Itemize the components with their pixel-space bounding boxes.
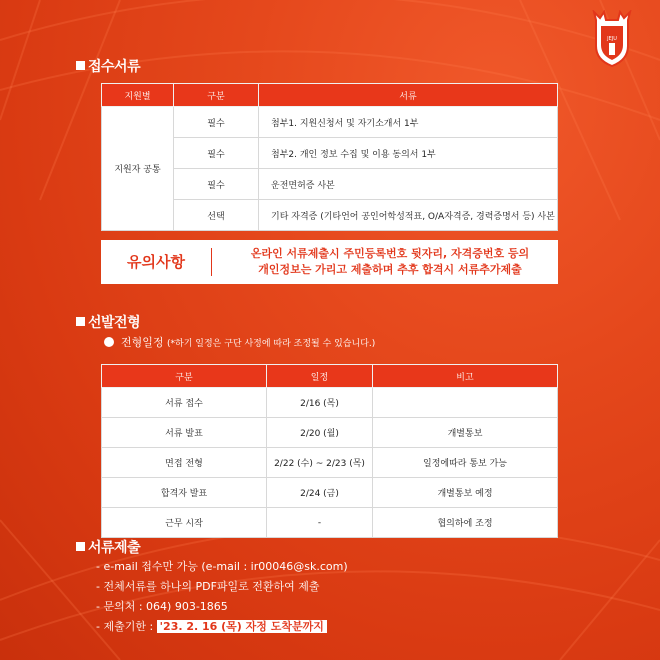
notice-text: 온라인 서류제출시 주민등록번호 뒷자리, 자격증번호 등의 개인정보는 가리고 제출하며 추후 합격시 서류추가제출 — [250, 247, 530, 276]
header-applicant: 지원별 — [102, 84, 174, 107]
schedule-table — [101, 364, 558, 538]
remarks-cell: 개별통보 — [373, 418, 558, 448]
deadline-highlight: '23. 2. 16 (목) 자정 도착분까지 — [157, 620, 327, 633]
section-title-selection: 선발전형 — [76, 312, 140, 332]
table-header-row — [102, 365, 558, 388]
applicant-group-cell: 지원자 공통 — [102, 107, 174, 231]
stage-cell: 서류 발표 — [102, 418, 267, 448]
stage-cell: 서류 접수 — [102, 388, 267, 418]
date-cell: 2/16 (목) — [267, 388, 373, 418]
list-item-deadline: - 제출기한 : '23. 2. 16 (목) 자정 도착분까지 — [96, 617, 348, 637]
table-row — [102, 448, 558, 478]
table-row — [102, 388, 558, 418]
remarks-cell: 협의하에 조정 — [373, 508, 558, 538]
list-item: - 전체서류를 하나의 PDF파일로 전환하여 제출 — [96, 580, 320, 593]
header-type: 구분 — [174, 84, 259, 107]
date-cell: 2/22 (수) ~ 2/23 (목) — [267, 448, 373, 478]
stage-cell: 면접 전형 — [102, 448, 267, 478]
notice-box — [101, 240, 558, 284]
list-item: - e-mail 접수만 가능 (e-mail : ir00046@sk.com) — [96, 560, 348, 573]
document-cell: 첨부1. 지원신청서 및 자기소개서 1부 — [259, 107, 558, 138]
table-row — [102, 478, 558, 508]
documents-table — [101, 83, 558, 231]
date-cell: 2/20 (월) — [267, 418, 373, 448]
circle-bullet-icon — [104, 337, 114, 347]
remarks-cell: 일정에따라 통보 가능 — [373, 448, 558, 478]
type-cell: 선택 — [174, 200, 259, 231]
schedule-bullet: 전형일정 (*하기 일정은 구단 사정에 따라 조정될 수 있습니다.) — [104, 334, 375, 350]
square-bullet-icon — [76, 61, 85, 70]
date-cell: 2/24 (금) — [267, 478, 373, 508]
square-bullet-icon — [76, 542, 85, 551]
notice-divider — [211, 248, 212, 276]
date-cell: - — [267, 508, 373, 538]
header-date: 일정 — [267, 365, 373, 388]
header-document: 서류 — [259, 84, 558, 107]
remarks-cell: 개별통보 예정 — [373, 478, 558, 508]
schedule-note: (*하기 일정은 구단 사정에 따라 조정될 수 있습니다.) — [167, 339, 376, 349]
document-cell: 첨부2. 개인 정보 수집 및 이용 동의서 1부 — [259, 138, 558, 169]
header-stage: 구분 — [102, 365, 267, 388]
stage-cell: 근무 시작 — [102, 508, 267, 538]
document-cell: 기타 자격증 (기타언어 공인어학성적표, O/A자격증, 경력증명서 등) 사본 — [259, 200, 558, 231]
notice-label: 유의사항 — [127, 253, 185, 271]
submission-list — [96, 557, 348, 637]
club-emblem-logo — [590, 10, 634, 68]
table-header-row — [102, 84, 558, 107]
document-cell: 운전면허증 사본 — [259, 169, 558, 200]
remarks-cell — [373, 388, 558, 418]
list-item: - 문의처 : 064) 903-1865 — [96, 600, 228, 613]
type-cell: 필수 — [174, 169, 259, 200]
type-cell: 필수 — [174, 138, 259, 169]
section-title-submission: 서류제출 — [76, 537, 140, 557]
table-row — [102, 107, 558, 138]
header-remarks: 비고 — [373, 365, 558, 388]
svg-text:JEJU: JEJU — [607, 36, 617, 42]
table-row — [102, 418, 558, 448]
type-cell: 필수 — [174, 107, 259, 138]
square-bullet-icon — [76, 317, 85, 326]
table-row — [102, 508, 558, 538]
stage-cell: 합격자 발표 — [102, 478, 267, 508]
section-title-documents: 접수서류 — [76, 56, 140, 76]
